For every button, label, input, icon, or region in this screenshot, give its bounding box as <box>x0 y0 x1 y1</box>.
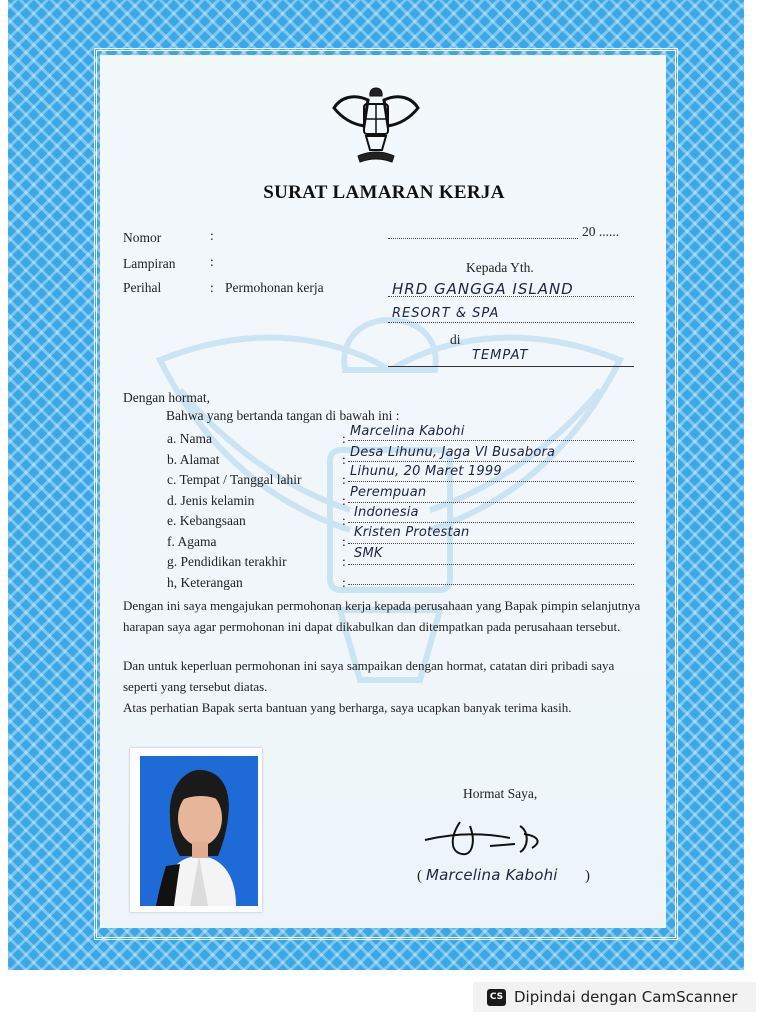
recipient-place-line <box>388 366 634 367</box>
field-colon: : <box>342 493 346 508</box>
field-dots <box>348 440 634 441</box>
field-dots <box>348 543 634 544</box>
paren-close: ) <box>585 868 590 884</box>
field-colon: : <box>342 575 346 590</box>
nomor-colon: : <box>210 228 214 243</box>
field-value-kebangsaan: Indonesia <box>354 505 419 520</box>
lampiran-label: Lampiran <box>123 256 176 271</box>
paragraph-2: Dan untuk keperluan permohonan ini saya sampaikan dengan hormat, catatan diri pribadi saya seperti yang tersebut diatas. <box>123 658 615 694</box>
signatory-name: Marcelina Kabohi <box>426 866 558 884</box>
camscanner-badge <box>473 982 756 1012</box>
field-value-agama: Kristen Protestan <box>354 525 470 540</box>
field-value-jenis-kelamin: Perempuan <box>350 485 427 500</box>
camscanner-icon: CS <box>487 989 506 1006</box>
document-title: SURAT LAMARAN KERJA <box>263 182 505 203</box>
lampiran-colon: : <box>210 254 214 269</box>
closing-text: Hormat Saya, <box>463 786 538 801</box>
field-colon: : <box>342 452 346 467</box>
intro-line: Bahwa yang bertanda tangan di bawah ini : <box>166 408 400 423</box>
field-label-nama: a. Nama <box>167 431 212 446</box>
nomor-label: Nomor <box>123 230 162 245</box>
kepada-label: Kepada Yth. <box>466 260 534 275</box>
field-dots <box>348 502 634 503</box>
perihal-label: Perihal <box>123 280 162 295</box>
paragraph-3: Atas perhatian Bapak serta bantuan yang berharga, saya ucapkan banyak terima kasih. <box>123 700 572 715</box>
perihal-colon: : <box>210 280 214 295</box>
field-dots <box>348 481 634 482</box>
field-label-jenis-kelamin: d. Jenis kelamin <box>167 493 255 508</box>
recipient-line2: RESORT & SPA <box>392 306 500 321</box>
camscanner-label: Dipindai dengan CamScanner <box>514 988 738 1006</box>
signature-icon <box>420 812 560 862</box>
perihal-value: Permohonan kerja <box>225 280 324 295</box>
recipient-line1-dots <box>388 296 634 297</box>
field-label-ttl: c. Tempat / Tanggal lahir <box>167 472 302 487</box>
field-label-kebangsaan: e. Kebangsaan <box>167 513 246 528</box>
field-colon: : <box>342 534 346 549</box>
garuda-emblem-icon <box>328 78 424 174</box>
recipient-line1: HRD GANGGA ISLAND <box>392 280 574 298</box>
date-suffix: 20 ...... <box>582 224 620 239</box>
field-label-agama: f. Agama <box>167 534 217 549</box>
field-value-ttl: Lihunu, 20 Maret 1999 <box>350 464 502 479</box>
applicant-photo <box>140 756 258 906</box>
field-colon: : <box>342 431 346 446</box>
applicant-portrait-icon <box>140 756 258 906</box>
field-label-keterangan: h, Keterangan <box>167 575 243 590</box>
field-label-pendidikan: g. Pendidikan terakhir <box>167 554 287 569</box>
field-value-alamat: Desa Lihunu, Jaga VI Busabora <box>350 445 556 460</box>
field-colon: : <box>342 554 346 569</box>
field-dots <box>348 564 634 565</box>
field-dots <box>348 461 634 462</box>
paragraph-1: Dengan ini saya mengajukan permohonan kerja kepada perusahaan yang Bapak pimpin selanjutnya harapan saya agar permohonan ini dapat dikabulkan dan ditempatkan pada perusahaan tersebut. <box>123 598 641 634</box>
greeting: Dengan hormat, <box>123 390 210 405</box>
field-dots <box>348 522 634 523</box>
recipient-line2-dots <box>388 322 634 323</box>
date-dotted-line <box>388 238 578 239</box>
field-colon: : <box>342 513 346 528</box>
field-label-alamat: b. Alamat <box>167 452 220 467</box>
field-colon: : <box>342 472 346 487</box>
paren-open: ( <box>417 868 422 884</box>
field-value-pendidikan: SMK <box>354 546 383 561</box>
di-label: di <box>450 332 461 347</box>
field-dots <box>348 584 634 585</box>
field-value-nama: Marcelina Kabohi <box>350 424 465 439</box>
recipient-place: TEMPAT <box>472 348 529 363</box>
